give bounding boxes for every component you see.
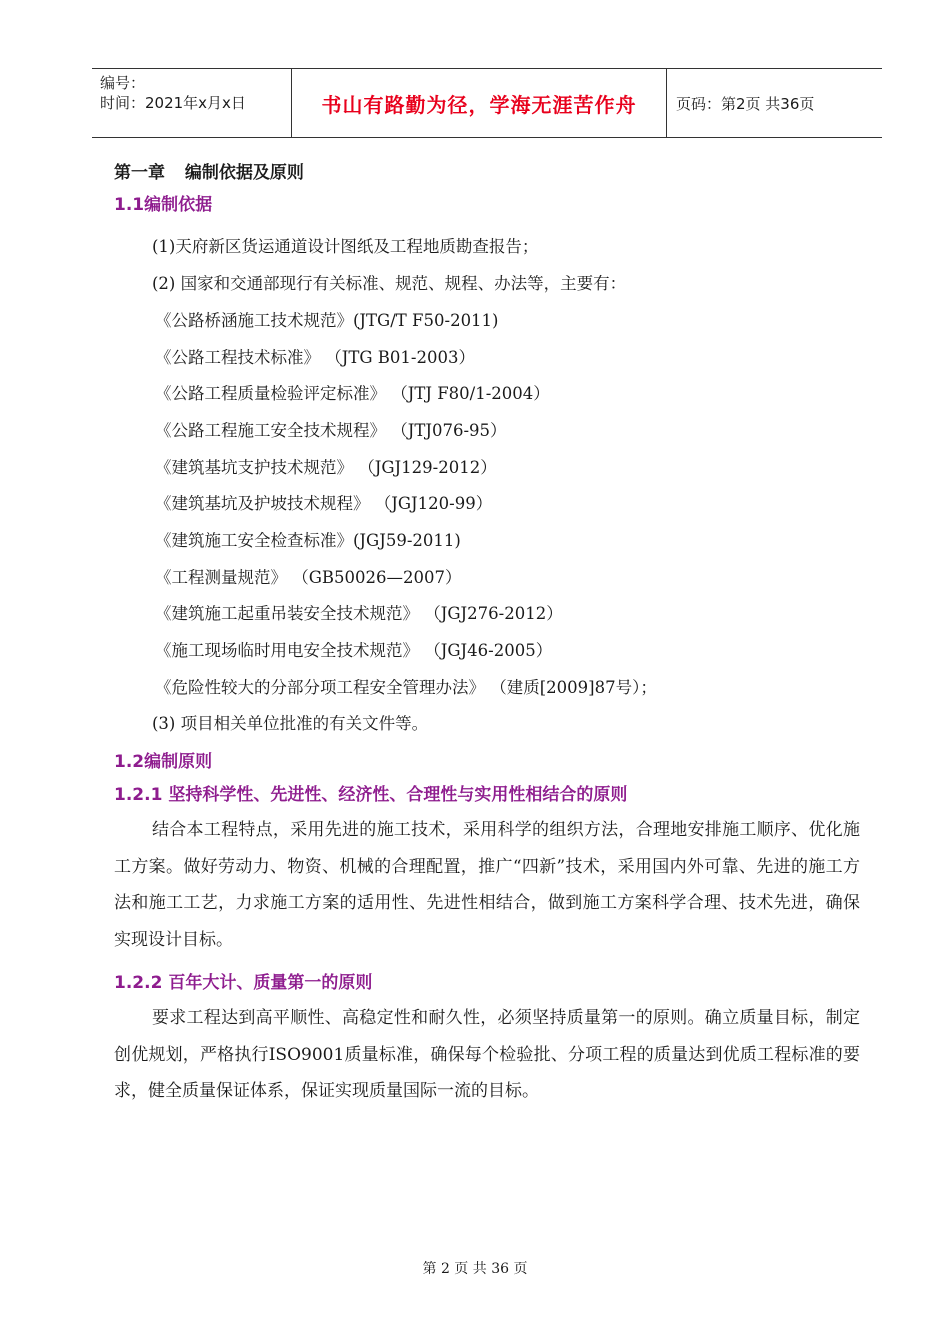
basis-item: (2) 国家和交通部现行有关标准、规范、规程、办法等，主要有： <box>152 274 627 293</box>
header-page-label: 页码：第2页 共36页 <box>676 94 815 113</box>
page-footer: 第 2 页 共 36 页 <box>422 1261 528 1277</box>
basis-item: 《施工现场临时用电安全技术规范》 （JGJ46-2005） <box>155 641 553 660</box>
basis-item: 《危险性较大的分部分项工程安全管理办法》 （建质[2009]87号）； <box>155 678 657 697</box>
header-motto: 书山有路勤为径，学海无涯苦作舟 <box>292 69 667 137</box>
subsection-title-1-2-2: 1.2.2 百年大计、质量第一的原则 <box>114 973 373 993</box>
basis-item: 《公路工程技术标准》 （JTG B01-2003） <box>155 348 475 367</box>
basis-item: 《建筑基坑支护技术规范》 （JGJ129-2012） <box>155 458 497 477</box>
section-title-1-1: 1.1编制依据 <box>114 195 213 215</box>
chapter-title: 第一章 编制依据及原则 <box>114 163 304 183</box>
basis-item: 《公路工程施工安全技术规程》 （JTJ076-95） <box>155 421 507 440</box>
document-time-label: 时间：2021年x月x日 <box>100 94 246 112</box>
basis-item: 《建筑施工起重吊装安全技术规范》 （JGJ276-2012） <box>155 604 563 623</box>
subsection-paragraph-1-2-2: 要求工程达到高平顺性、高稳定性和耐久性，必须坚持质量第一的原则。确立质量目标，制定创优规划，严格执行ISO9001质量标准，确保每个检验批、分项工程的质量达到优质工程标准的要求，健全质量保证体系，保证实现质量国际一流的目标。 <box>114 1008 860 1101</box>
basis-item: (3) 项目相关单位批准的有关文件等。 <box>152 714 429 733</box>
subsection-title-1-2-1: 1.2.1 坚持科学性、先进性、经济性、合理性与实用性相结合的原则 <box>114 785 628 805</box>
basis-item: 《建筑基坑及护坡技术规程》 （JGJ120-99） <box>155 494 493 513</box>
basis-item: 《建筑施工安全检查标准》(JGJ59-2011) <box>155 531 461 550</box>
basis-item: 《工程测量规范》 （GB50026—2007） <box>155 568 462 587</box>
section-title-1-2: 1.2编制原则 <box>114 752 213 772</box>
header-meta <box>92 69 292 137</box>
document-number-label: 编号： <box>100 74 146 92</box>
basis-item: 《公路桥涵施工技术规范》(JTG/T F50-2011) <box>155 311 499 330</box>
basis-item: (1)天府新区货运通道设计图纸及工程地质勘查报告； <box>152 237 539 256</box>
basis-item: 《公路工程质量检验评定标准》 （JTJ F80/1-2004） <box>155 384 550 403</box>
subsection-paragraph-1-2-1: 结合本工程特点，采用先进的施工技术，采用科学的组织方法，合理地安排施工顺序、优化施工方案。做好劳动力、物资、机械的合理配置，推广“四新”技术，采用国内外可靠、先进的施工方法和施工工艺，力求施工方案的适用性、先进性相结合，做到施工方案科学合理、技术先进，确保实现设计目标。 <box>114 820 860 950</box>
page-header <box>92 68 882 138</box>
